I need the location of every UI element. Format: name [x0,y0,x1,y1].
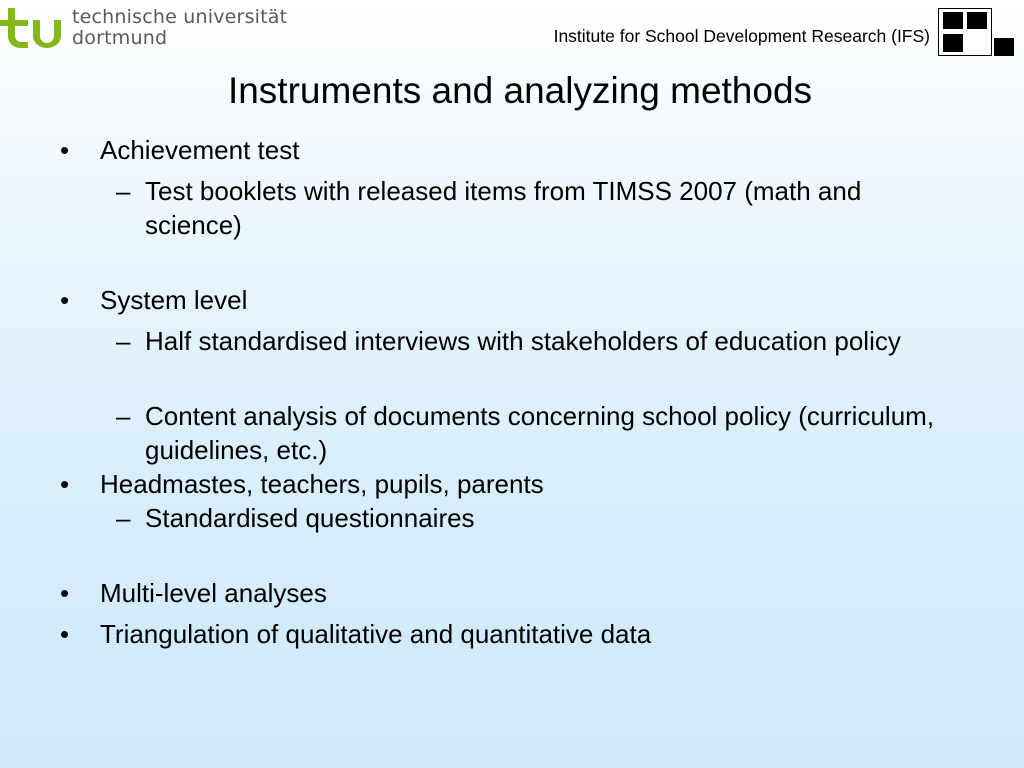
sub-bullet-marker: – [116,401,131,431]
bullet-text: Achievement test [100,135,300,165]
institute-name: Institute for School Development Research (IFS) [553,26,930,46]
tu-logo-text [72,7,287,49]
tu-logo-line1: technische universität [72,6,288,28]
bullet-marker: • [60,135,70,165]
ifs-logo-icon [938,8,1016,58]
sub-bullet-marker: – [116,176,131,206]
sub-bullet-marker: – [116,503,131,533]
sub-bullet-text: Content analysis of documents concerning school policy (curriculum, guidelines, etc.) [145,401,935,465]
sub-bullet-text: Test booklets with released items from TIMSS 2007 (math and science) [145,176,862,240]
bullet-marker: • [60,285,70,315]
tu-dortmund-logo [0,2,300,50]
tu-logo-line2: dortmund [72,27,168,49]
bullet-marker: • [60,619,70,649]
bullet-text: Triangulation of qualitative and quantitative data [100,619,652,649]
slide-title: Instruments and analyzing methods [227,70,813,111]
bullet-text: System level [100,285,248,315]
sub-bullet-marker: – [116,326,131,356]
tu-logo-mark-icon [0,8,64,48]
bullet-marker: • [60,469,70,499]
bullet-text: Headmastes, teachers, pupils, parents [100,469,544,499]
sub-bullet-text: Half standardised interviews with stakeholders of education policy [145,326,901,356]
bullet-text: Multi-level analyses [100,578,327,608]
bullet-marker: • [60,578,70,608]
sub-bullet-text: Standardised questionnaires [145,503,475,533]
